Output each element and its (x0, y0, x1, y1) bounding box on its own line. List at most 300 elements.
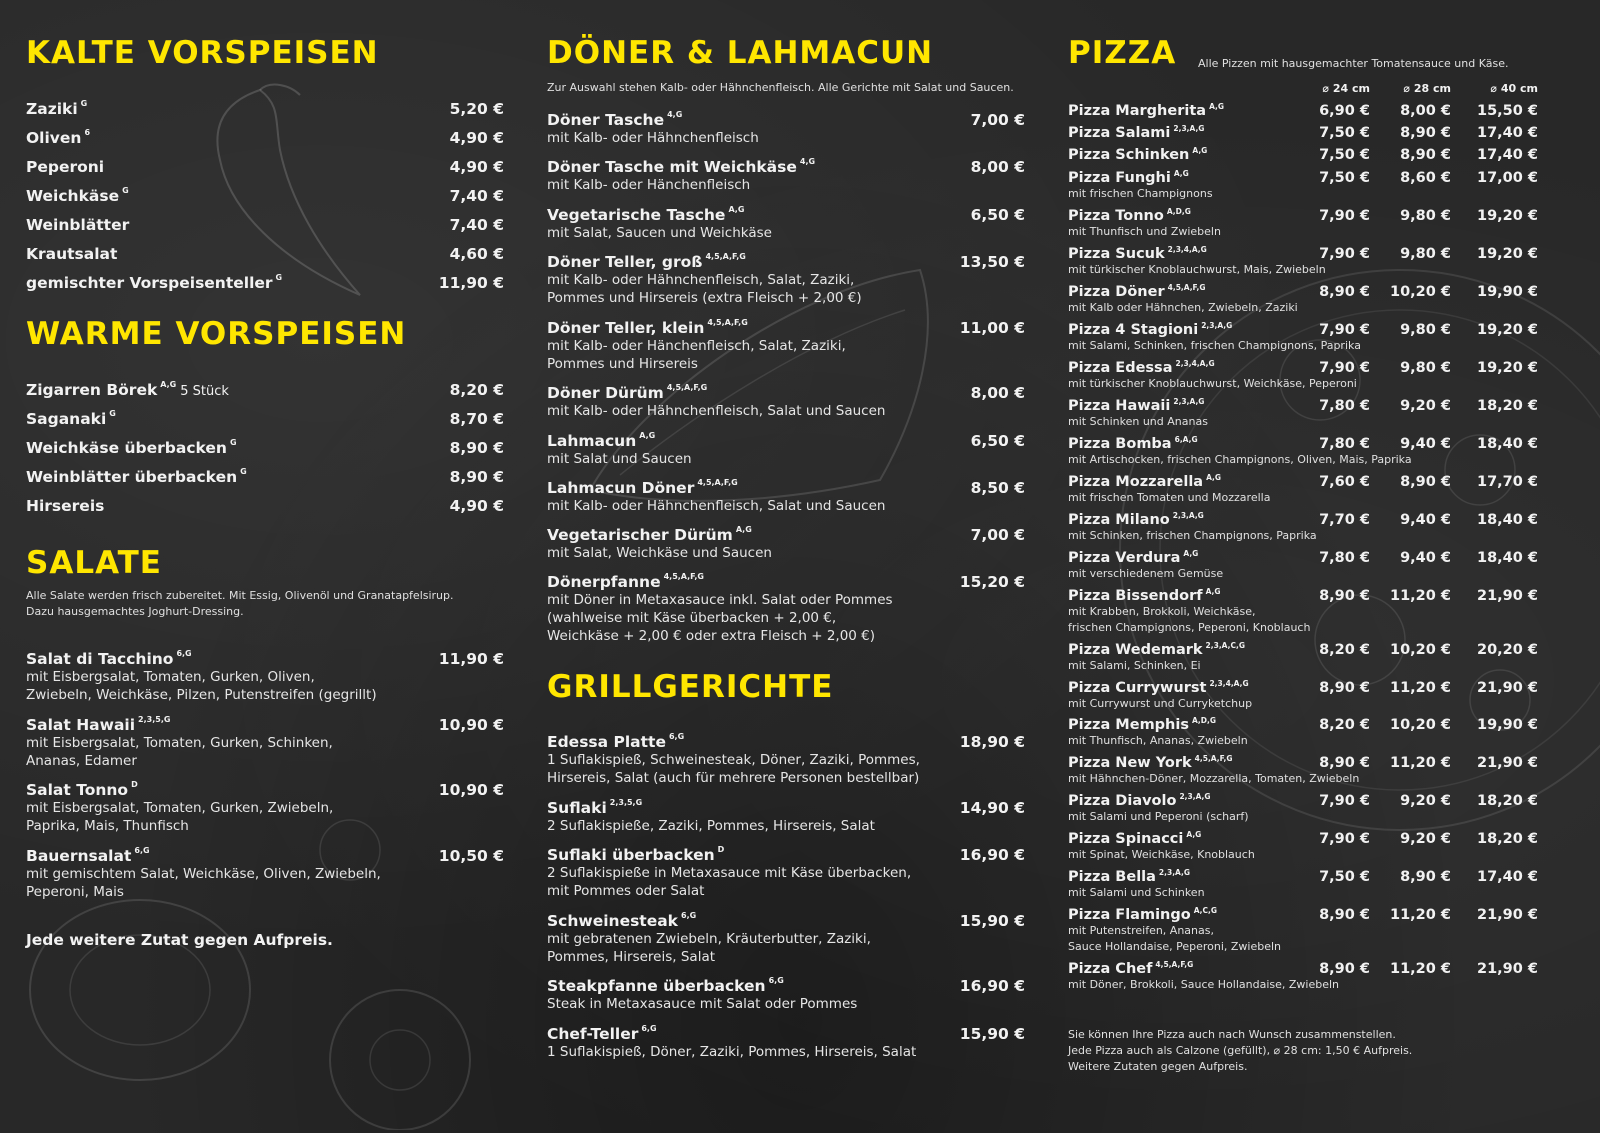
menu-item (26, 410, 504, 428)
menu-item-description: mit Salat und Saucen (547, 451, 692, 467)
pizza-description: mit Schinken, frischen Champignons, Paprika (1068, 529, 1317, 542)
pizza-description: mit Kalb oder Hähnchen, Zwiebeln, Zaziki (1068, 301, 1298, 314)
menu-item (547, 384, 1025, 420)
pizza-name: Pizza Salami $^{2,3,A,G}$ (1068, 124, 1205, 141)
allergen-codes: A,G (1183, 549, 1199, 558)
allergen-codes: G (240, 467, 247, 476)
section-title-pizza: PIZZA (1068, 35, 1177, 71)
menu-item-price: 8,90 € (449, 468, 504, 486)
pizza-description: mit frischen Tomaten und Mozzarella (1068, 491, 1271, 504)
menu-item-price: 16,90 € (959, 846, 1025, 864)
menu-item (26, 274, 504, 292)
allergen-codes: G (229, 438, 237, 447)
menu-item (547, 479, 1025, 515)
menu-item (26, 716, 504, 770)
allergen-codes: G (122, 186, 129, 195)
menu-item-description: mit Döner in Metaxasauce inkl. Salat oder Pommes (wahlweise mit Käse überbacken + 2,00 €, Weichkäse + 2,00 € oder extra Fleisch + 2,00 €) (547, 592, 893, 644)
pizza-note: Alle Pizzen mit hausgemachter Tomatensauce und Käse. (1198, 57, 1509, 70)
allergen-codes: 4,5,A,F,G (1155, 960, 1194, 969)
pizza-price: 7,70 € (1319, 512, 1370, 528)
pizza-name: Pizza Schinken $^{A,G}$ (1068, 146, 1208, 163)
pizza-price: 9,80 € (1400, 360, 1451, 376)
menu-item-price: 8,00 € (970, 158, 1025, 176)
menu-item (547, 526, 1025, 562)
menu-item-price: 16,90 € (959, 977, 1025, 995)
menu-item-description: 2 Suflakispieße, Zaziki, Pommes, Hirsereis, Salat (547, 818, 875, 834)
allergen-codes: 6,G (176, 649, 192, 658)
pizza-price: 20,20 € (1476, 642, 1538, 658)
pizza-price: 9,40 € (1400, 550, 1451, 566)
menu-item (547, 799, 1025, 835)
pizza-item (1068, 103, 1570, 119)
pizza-price: 19,20 € (1476, 208, 1538, 224)
allergen-codes: D (131, 780, 138, 789)
menu-item-price: 15,90 € (959, 912, 1025, 930)
allergen-codes: 2,3,A,G (1179, 792, 1211, 801)
menu-item (547, 111, 1025, 147)
allergen-codes: 2,3,A,G (1172, 511, 1204, 520)
menu-item-name: Döner Teller, groß $^{4,5,A,F,G}$ (547, 252, 746, 271)
pizza-description: mit frischen Champignons (1068, 187, 1213, 200)
pizza-price: 17,40 € (1476, 125, 1538, 141)
allergen-codes: 6,G (641, 1024, 657, 1033)
menu-item-name: Salat Hawaii $^{2,3,5,G}$ (26, 715, 171, 734)
menu-item (547, 1025, 1025, 1061)
menu-item (26, 129, 504, 147)
size-header-40: ⌀ 40 cm (1490, 82, 1538, 95)
pizza-price: 15,50 € (1476, 103, 1538, 119)
pizza-description: mit türkischer Knoblauchwurst, Mais, Zwiebeln (1068, 263, 1326, 276)
menu-item-description: mit gebratenen Zwiebeln, Kräuterbutter, Zaziki, Pommes, Hirsereis, Salat (547, 931, 871, 965)
menu-item (547, 319, 1025, 373)
pizza-price: 19,20 € (1476, 322, 1538, 338)
pizza-description: mit Salami, Schinken, Ei (1068, 659, 1201, 672)
menu-item-description: mit Kalb- oder Hänchenfleisch, Salat, Zaziki, Pommes und Hirsereis (547, 338, 846, 372)
pizza-price: 8,90 € (1400, 147, 1451, 163)
allergen-codes: 4,5,A,F,G (666, 383, 708, 392)
menu-item-price: 15,90 € (959, 1025, 1025, 1043)
menu-item-price: 4,90 € (449, 158, 504, 176)
menu-item-name: Salat Tonno $^D$ (26, 780, 138, 799)
allergen-codes: 2,3,4,A,G (1209, 679, 1249, 688)
pizza-description: mit Salami und Peperoni (scharf) (1068, 810, 1249, 823)
pizza-name: Pizza Verdura $^{A,G}$ (1068, 549, 1199, 566)
pizza-name: Pizza Döner $^{4,5,A,F,G}$ (1068, 283, 1206, 300)
allergen-codes: 6,A,G (1174, 435, 1198, 444)
menu-item-description: mit Eisbergsalat, Tomaten, Gurken, Oliven, Zwiebeln, Weichkäse, Pilzen, Putenstreifen (gegrillt) (26, 669, 377, 703)
pizza-name: Pizza Bomba $^{6,A,G}$ (1068, 435, 1198, 452)
allergen-codes: 6 (84, 128, 91, 137)
salate-note: Alle Salate werden frisch zubereitet. Mit Essig, Olivenöl und Granatapfelsirup. Dazu hausgemachtes Joghurt-Dressing. (26, 589, 454, 618)
menu-item-name: Hirsereis (26, 497, 105, 515)
pizza-price: 8,00 € (1400, 103, 1451, 119)
menu-item (26, 781, 504, 835)
menu-item (547, 573, 1025, 645)
menu-item (547, 158, 1025, 194)
menu-item-price: 13,50 € (959, 253, 1025, 271)
menu-item (547, 432, 1025, 468)
pizza-item (1068, 398, 1570, 430)
pizza-price: 8,60 € (1400, 170, 1451, 186)
menu-item (26, 650, 504, 704)
menu-item-name: Vegetarische Tasche $^{A,G}$ (547, 205, 745, 224)
menu-item-price: 7,00 € (970, 111, 1025, 129)
pizza-price: 17,00 € (1476, 170, 1538, 186)
allergen-codes: 2,3,5,G (609, 798, 643, 807)
menu-item-price: 10,90 € (438, 716, 504, 734)
pizza-price: 7,90 € (1319, 208, 1370, 224)
pizza-description: mit Krabben, Brokkoli, Weichkäse, frischen Champignons, Peperoni, Knoblauch (1068, 605, 1311, 634)
menu-item-price: 4,60 € (449, 245, 504, 263)
pizza-footer: Sie können Ihre Pizza auch nach Wunsch zusammenstellen. Jede Pizza auch als Calzone (gefüllt), ⌀ 28 cm: 1,50 € Aufpreis. Weitere Zutaten gegen Aufpreis. (1068, 1028, 1413, 1073)
pizza-price: 8,90 € (1319, 755, 1370, 771)
menu-item-name: Döner Teller, klein $^{4,5,A,F,G}$ (547, 318, 748, 337)
allergen-codes: A,C,G (1193, 906, 1218, 915)
pizza-price: 21,90 € (1476, 680, 1538, 696)
allergen-codes: 2,3,A,G (1201, 321, 1233, 330)
pizza-name: Pizza Sucuk $^{2,3,4,A,G}$ (1068, 245, 1207, 262)
pizza-name: Pizza Margherita $^{A,G}$ (1068, 102, 1225, 119)
section-title-grillgerichte: GRILLGERICHTE (547, 669, 834, 705)
menu-item-description: Steak in Metaxasauce mit Salat oder Pommes (547, 996, 858, 1012)
column-right (1068, 0, 1570, 1133)
allergen-codes: A,G (1209, 102, 1225, 111)
allergen-codes: D (717, 845, 725, 854)
pizza-price: 9,80 € (1400, 322, 1451, 338)
menu-item (26, 439, 504, 457)
pizza-price: 8,20 € (1319, 717, 1370, 733)
pizza-price: 9,20 € (1400, 398, 1451, 414)
menu-item-description: mit Salat, Saucen und Weichkäse (547, 225, 772, 241)
menu-item (26, 100, 504, 118)
pizza-price: 7,60 € (1319, 474, 1370, 490)
pizza-name: Pizza Spinacci $^{A,G}$ (1068, 830, 1202, 847)
pizza-price: 8,90 € (1319, 588, 1370, 604)
menu-item-name: Zigarren Börek $^{A,G}$ 5 Stück (26, 380, 229, 399)
pizza-name: Pizza Diavolo $^{2,3,A,G}$ (1068, 792, 1211, 809)
pizza-price: 7,50 € (1319, 869, 1370, 885)
pizza-description: mit verschiedenem Gemüse (1068, 567, 1224, 580)
menu-item-description: mit Kalb- oder Hähnchenfleisch, Salat, Zaziki, Pommes und Hirsereis (extra Fleisch + 2,00 €) (547, 272, 862, 306)
size-header-24: ⌀ 24 cm (1322, 82, 1370, 95)
menu-item-name: Lahmacun Döner $^{4,5,A,F,G}$ (547, 478, 738, 497)
allergen-codes: 2,3,A,G (1158, 868, 1191, 877)
allergen-codes: A,D,G (1166, 207, 1191, 216)
menu-item (547, 253, 1025, 307)
allergen-codes: A,G (1173, 169, 1189, 178)
allergen-codes: 4,G (799, 157, 816, 166)
pizza-name: Pizza Tonno $^{A,D,G}$ (1068, 207, 1191, 224)
menu-item-name: Weichkäse $^G$ (26, 186, 129, 205)
pizza-price: 21,90 € (1476, 755, 1538, 771)
menu-item-price: 7,40 € (449, 187, 504, 205)
pizza-price: 18,20 € (1476, 831, 1538, 847)
pizza-item (1068, 125, 1570, 141)
pizza-price: 10,20 € (1389, 642, 1451, 658)
pizza-price: 18,40 € (1476, 512, 1538, 528)
allergen-codes: A,G (1206, 473, 1222, 482)
pizza-item (1068, 512, 1570, 544)
menu-item-name: Suflaki $^{2,3,5,G}$ (547, 798, 643, 817)
pizza-name: Pizza Memphis $^{A,D,G}$ (1068, 716, 1217, 733)
allergen-codes: 6,G (681, 911, 697, 920)
menu-item-price: 6,50 € (970, 432, 1025, 450)
menu-item-price: 6,50 € (970, 206, 1025, 224)
menu-item-price: 15,20 € (959, 573, 1025, 591)
pizza-price: 7,50 € (1319, 125, 1370, 141)
menu-item-name: Edessa Platte $^{6,G}$ (547, 732, 685, 751)
allergen-codes: 6,G (134, 846, 150, 855)
pizza-price: 8,90 € (1319, 907, 1370, 923)
allergen-codes: 4,G (667, 110, 683, 119)
pizza-item (1068, 550, 1570, 582)
pizza-description: mit Hähnchen-Döner, Mozzarella, Tomaten, Zwiebeln (1068, 772, 1360, 785)
section-title-salate: SALATE (26, 545, 162, 581)
pizza-name: Pizza Currywurst $^{2,3,4,A,G}$ (1068, 679, 1249, 696)
pizza-price: 19,20 € (1476, 360, 1538, 376)
pizza-name: Pizza Flamingo $^{A,C,G}$ (1068, 906, 1218, 923)
menu-item-name: Weinblätter überbacken $^G$ (26, 467, 247, 486)
menu-item-description: mit Kalb- oder Hänchenfleisch (547, 177, 751, 193)
menu-item-name: Saganaki $^G$ (26, 409, 116, 428)
menu-item (26, 158, 504, 176)
pizza-price: 21,90 € (1476, 588, 1538, 604)
pizza-item (1068, 642, 1570, 674)
allergen-codes: 2,3,A,G (1173, 124, 1205, 133)
pizza-price: 21,90 € (1476, 907, 1538, 923)
allergen-codes: A,G (1192, 146, 1208, 155)
pizza-price: 9,40 € (1400, 436, 1451, 452)
menu-item-name: Weinblätter (26, 216, 130, 234)
pizza-price: 18,20 € (1476, 398, 1538, 414)
menu-item (26, 847, 504, 901)
menu-item-name: Salat di Tacchino $^{6,G}$ (26, 649, 192, 668)
pizza-description: mit Döner, Brokkoli, Sauce Hollandaise, Zwiebeln (1068, 978, 1340, 991)
pizza-price: 17,40 € (1476, 869, 1538, 885)
pizza-price: 7,90 € (1319, 322, 1370, 338)
menu-item-name: gemischter Vorspeisenteller $^G$ (26, 273, 283, 292)
menu-item-price: 8,90 € (449, 439, 504, 457)
allergen-codes: A,G (1186, 830, 1202, 839)
pizza-item (1068, 588, 1570, 636)
column-middle (547, 0, 1025, 1133)
allergen-codes: 4,5,A,F,G (663, 572, 704, 581)
menu-item-price: 8,20 € (449, 381, 504, 399)
menu-item-name: Weichkäse überbacken $^G$ (26, 438, 237, 457)
pizza-name: Pizza New York $^{4,5,A,F,G}$ (1068, 754, 1233, 771)
allergen-codes: A,G (160, 380, 177, 389)
pizza-description: mit türkischer Knoblauchwurst, Weichkäse, Peperoni (1068, 377, 1357, 390)
pizza-price: 8,90 € (1319, 284, 1370, 300)
menu-item-price: 14,90 € (959, 799, 1025, 817)
pizza-price: 17,40 € (1476, 147, 1538, 163)
pizza-price: 11,20 € (1389, 588, 1451, 604)
pizza-price: 8,90 € (1400, 125, 1451, 141)
menu-item (547, 206, 1025, 242)
menu-item-name: Oliven $^6$ (26, 128, 91, 147)
menu-item-description: 1 Suflakispieß, Schweinesteak, Döner, Zaziki, Pommes, Hirsereis, Salat (auch für mehrere Personen bestellbar) (547, 752, 920, 786)
menu-item (26, 468, 504, 486)
allergen-codes: 6,G (768, 976, 784, 985)
menu-item (26, 245, 504, 263)
pizza-description: mit Salami, Schinken, frischen Champignons, Paprika (1068, 339, 1361, 352)
pizza-price: 7,90 € (1319, 360, 1370, 376)
menu-item-price: 8,50 € (970, 479, 1025, 497)
pizza-price: 7,80 € (1319, 398, 1370, 414)
menu-item-name: Döner Tasche mit Weichkäse $^{4,G}$ (547, 157, 816, 176)
menu-item-price: 10,50 € (438, 847, 504, 865)
menu-item-description: 1 Suflakispieß, Döner, Zaziki, Pommes, Hirsereis, Salat (547, 1044, 917, 1060)
menu-item-price: 7,40 € (449, 216, 504, 234)
menu-item-price: 18,90 € (959, 733, 1025, 751)
menu-item-name: Schweinesteak $^{6,G}$ (547, 911, 697, 930)
menu-item-description: mit gemischtem Salat, Weichkäse, Oliven, Zwiebeln, Peperoni, Mais (26, 866, 381, 900)
pizza-price: 8,90 € (1400, 474, 1451, 490)
menu-item-name: Chef-Teller $^{6,G}$ (547, 1024, 657, 1043)
menu-item-name: Peperoni (26, 158, 105, 176)
pizza-price: 19,90 € (1476, 284, 1538, 300)
menu-item-name: Zaziki $^G$ (26, 99, 88, 118)
pizza-price: 9,80 € (1400, 208, 1451, 224)
pizza-price: 11,20 € (1389, 680, 1451, 696)
doener-note: Zur Auswahl stehen Kalb- oder Hähnchenfleisch. Alle Gerichte mit Salat und Saucen. (547, 81, 1014, 94)
pizza-item (1068, 284, 1570, 316)
pizza-item (1068, 717, 1570, 749)
menu-item-extra: 5 Stück (180, 384, 229, 399)
allergen-codes: A,G (1205, 587, 1221, 596)
pizza-price: 7,90 € (1319, 831, 1370, 847)
menu-item-description: mit Kalb- oder Hähnchenfleisch, Salat und Saucen (547, 403, 886, 419)
menu-item-price: 10,90 € (438, 781, 504, 799)
pizza-price: 21,90 € (1476, 961, 1538, 977)
menu-item-price: 8,00 € (970, 384, 1025, 402)
pizza-item (1068, 793, 1570, 825)
allergen-codes: A,G (639, 431, 656, 440)
menu-item-description: mit Kalb- oder Hähnchenfleisch, Salat und Saucen (547, 498, 886, 514)
menu-item-description: mit Eisbergsalat, Tomaten, Gurken, Zwiebeln, Paprika, Mais, Thunfisch (26, 800, 334, 834)
pizza-item (1068, 680, 1570, 712)
pizza-description: mit Salami und Schinken (1068, 886, 1205, 899)
pizza-price: 18,20 € (1476, 793, 1538, 809)
pizza-name: Pizza Bella $^{2,3,A,G}$ (1068, 868, 1191, 885)
pizza-name: Pizza Hawaii $^{2,3,A,G}$ (1068, 397, 1205, 414)
pizza-item (1068, 831, 1570, 863)
menu-item (26, 216, 504, 234)
menu-item-price: 11,90 € (438, 274, 504, 292)
pizza-description: mit Currywurst und Curryketchup (1068, 697, 1253, 710)
pizza-description: mit Putenstreifen, Ananas, Sauce Hollandaise, Peperoni, Zwiebeln (1068, 924, 1282, 953)
allergen-codes: 4,5,A,F,G (1194, 754, 1233, 763)
pizza-price: 11,20 € (1389, 961, 1451, 977)
pizza-description: mit Schinken und Ananas (1068, 415, 1208, 428)
pizza-price: 19,90 € (1476, 717, 1538, 733)
allergen-codes: 2,3,A,C,G (1205, 641, 1245, 650)
pizza-name: Pizza Milano $^{2,3,A,G}$ (1068, 511, 1204, 528)
allergen-codes: A,G (735, 525, 752, 534)
menu-item-name: Dönerpfanne $^{4,5,A,F,G}$ (547, 572, 704, 591)
pizza-item (1068, 322, 1570, 354)
menu-item-name: Lahmacun $^{A,G}$ (547, 431, 656, 450)
pizza-price: 8,20 € (1319, 642, 1370, 658)
menu-item-name: Steakpfanne überbacken $^{6,G}$ (547, 976, 784, 995)
menu-item (547, 846, 1025, 900)
allergen-codes: 4,5,A,F,G (707, 318, 748, 327)
menu-item (26, 497, 504, 515)
pizza-description: mit Thunfisch, Ananas, Zwiebeln (1068, 734, 1248, 747)
menu-item-price: 7,00 € (970, 526, 1025, 544)
pizza-name: Pizza Bissendorf $^{A,G}$ (1068, 587, 1221, 604)
menu-item-price: 5,20 € (449, 100, 504, 118)
salate-footer: Jede weitere Zutat gegen Aufpreis. (26, 931, 333, 949)
size-header-28: ⌀ 28 cm (1403, 82, 1451, 95)
pizza-price: 7,80 € (1319, 436, 1370, 452)
pizza-item (1068, 907, 1570, 955)
pizza-price: 18,40 € (1476, 436, 1538, 452)
allergen-codes: G (80, 99, 88, 108)
allergen-codes: 4,5,A,F,G (1167, 283, 1206, 292)
pizza-price: 8,90 € (1319, 680, 1370, 696)
menu-item-name: Suflaki überbacken $^D$ (547, 845, 725, 864)
pizza-description: mit Spinat, Weichkäse, Knoblauch (1068, 848, 1255, 861)
pizza-price: 7,80 € (1319, 550, 1370, 566)
pizza-price: 11,20 € (1389, 755, 1451, 771)
pizza-price: 8,90 € (1319, 961, 1370, 977)
allergen-codes: G (109, 409, 116, 418)
pizza-price: 7,90 € (1319, 793, 1370, 809)
pizza-name: Pizza Edessa $^{2,3,4,A,G}$ (1068, 359, 1215, 376)
menu-item (547, 912, 1025, 966)
allergen-codes: 2,3,5,G (138, 715, 171, 724)
menu-item (547, 977, 1025, 1013)
pizza-price: 9,40 € (1400, 512, 1451, 528)
pizza-name: Pizza Wedemark $^{2,3,A,C,G}$ (1068, 641, 1245, 658)
pizza-price: 18,40 € (1476, 550, 1538, 566)
pizza-price: 10,20 € (1389, 717, 1451, 733)
menu-item (547, 733, 1025, 787)
pizza-description: mit Thunfisch und Zwiebeln (1068, 225, 1221, 238)
pizza-item (1068, 961, 1570, 993)
pizza-description: mit Artischocken, frischen Champignons, Oliven, Mais, Paprika (1068, 453, 1412, 466)
pizza-item (1068, 246, 1570, 278)
pizza-item (1068, 436, 1570, 468)
menu-item-name: Bauernsalat $^{6,G}$ (26, 846, 150, 865)
menu-item-name: Döner Tasche $^{4,G}$ (547, 110, 683, 129)
pizza-item (1068, 869, 1570, 901)
pizza-price: 7,90 € (1319, 246, 1370, 262)
pizza-price: 11,20 € (1389, 907, 1451, 923)
menu-item-description: 2 Suflakispieße in Metaxasauce mit Käse überbacken, mit Pommes oder Salat (547, 865, 912, 899)
pizza-price: 7,50 € (1319, 147, 1370, 163)
pizza-name: Pizza 4 Stagioni $^{2,3,A,G}$ (1068, 321, 1233, 338)
pizza-price: 8,90 € (1400, 869, 1451, 885)
menu-item-price: 4,90 € (449, 497, 504, 515)
pizza-price: 10,20 € (1389, 284, 1451, 300)
menu-item (26, 381, 504, 399)
pizza-item (1068, 474, 1570, 506)
pizza-item (1068, 755, 1570, 787)
allergen-codes: 2,3,4,A,G (1175, 359, 1215, 368)
allergen-codes: 6,G (668, 732, 685, 741)
menu-item-name: Vegetarischer Dürüm $^{A,G}$ (547, 525, 752, 544)
menu-item-price: 4,90 € (449, 129, 504, 147)
menu-item (26, 187, 504, 205)
pizza-price: 19,20 € (1476, 246, 1538, 262)
pizza-item (1068, 170, 1570, 202)
menu-item-price: 11,00 € (959, 319, 1025, 337)
pizza-price: 6,90 € (1319, 103, 1370, 119)
section-title-warme-vorspeisen: WARME VORSPEISEN (26, 316, 407, 352)
allergen-codes: A,D,G (1191, 716, 1217, 725)
